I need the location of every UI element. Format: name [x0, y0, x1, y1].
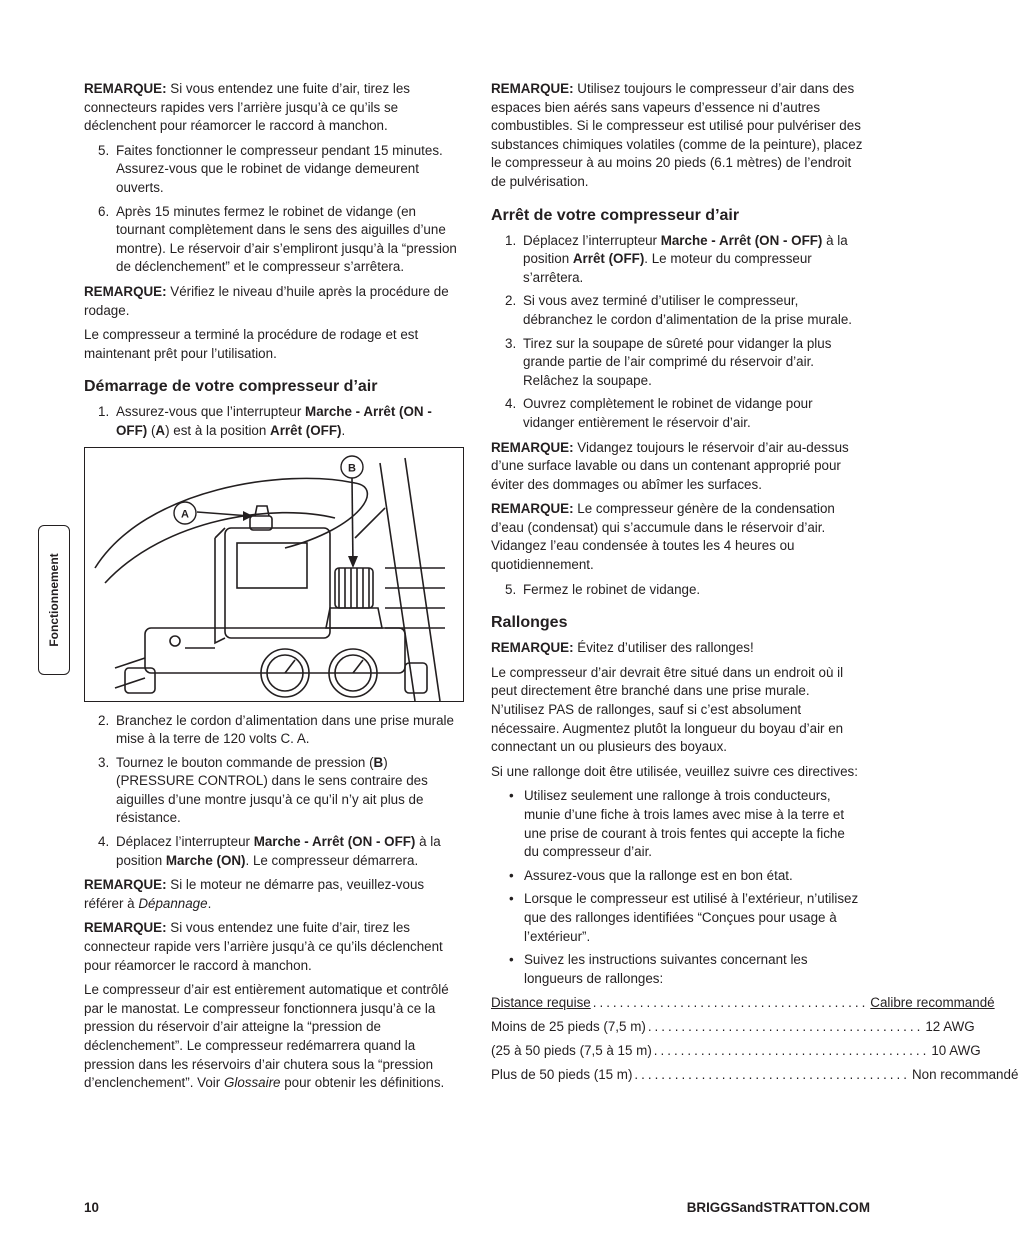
section-tab	[38, 525, 70, 675]
extension-cord-table	[491, 994, 1018, 1088]
table-header-gauge: Calibre recommandé	[870, 995, 995, 1011]
note-drain-surface: REMARQUE: Vidangez toujours le réservoir d’air au-dessus d’une surface lavable ou dans un contenant approprié pour éviter des dommages ou abîmer les surfaces.	[491, 439, 849, 492]
leader-dots: .........................................	[653, 1043, 930, 1059]
heading-stop-compressor: Arrêt de votre compresseur d’air	[491, 206, 740, 224]
note-motor-not-start: REMARQUE: Si le moteur ne démarre pas, veuillez-vous référer à Dépannage.	[84, 877, 425, 911]
step-6: 6. Après 15 minutes fermez le robinet de vidange (en tournant complètement dans le sens des aiguilles d’une montre). Le réservoir d’air s’empliront jusqu’à la “pression de déclenchement” et le compresseur s’arrêtera.	[98, 203, 457, 275]
table-row: Plus de 50 pieds (15 m) ......................................... Non recommandé	[491, 1066, 863, 1088]
break-in-steps	[84, 142, 464, 277]
stop-step-5: 5. Fermez le robinet de vidange.	[505, 581, 701, 597]
table-row: Moins de 25 pieds (7,5 m) ......................................... 12 AWG	[491, 1018, 863, 1040]
start-steps-b	[84, 712, 464, 871]
left-column	[84, 80, 464, 1099]
start-steps-a	[84, 403, 464, 440]
automatic-operation-text: Le compresseur d’air est entièrement automatique et contrôlé par le manostat. Le compresseur fonctionnera jusqu’à ce la pression du réservoir d’air atteigne la “pression de déclenchement”. Le compresseur redémarrera quand la pression dans les réservoirs d’air chutera sous la “pression d’enclenchement”. Voir Glossaire pour obtenir les définitions.	[84, 982, 449, 1091]
note-ventilation: REMARQUE: Utilisez toujours le compresseur d’air dans des espaces bien aérés sans vapeurs d’essence ni d’autres combustibles. Si le compresseur est utilisé pour pulvériser des substances chimiques volatiles (comme de la peinture), placez le compresseur à au moins 20 pieds (6.1 mètres) de l’endroit de pulvérisation.	[491, 81, 863, 189]
note-oil-level: REMARQUE: Vérifiez le niveau d’huile après la procédure de rodage.	[84, 283, 449, 318]
stop-steps	[491, 232, 863, 433]
table-row: (25 à 50 pieds (7,5 à 15 m) ......................................... 10 AWG	[491, 1042, 863, 1064]
callout-b-label: B	[348, 462, 356, 474]
leader-dots: .........................................	[647, 1019, 924, 1035]
callout-a-label: A	[181, 508, 189, 520]
leader-dots: .........................................	[592, 995, 869, 1011]
note-avoid-extension: REMARQUE: Évitez d’utiliser des rallonges!	[491, 640, 754, 656]
bullet-item: • Utilisez seulement une rallonge à trois conducteurs, munie d’une fiche à trois lames avec mise à la terre et une prise de courant à trois fentes qui accepte la fiche du compresseur d’air.	[509, 788, 845, 860]
extension-guidance-text: Le compresseur d’air devrait être situé dans un endroit où il peut directement être branché dans une prise murale. N’utilisez PAS de rallonges, sauf si c’est absolument nécessaire. Augmentez plutôt la longueur du boyau d’air en connectant un ou plusieurs des boyaux.	[491, 664, 844, 755]
start-step-1: 1. Assurez-vous que l’interrupteur Marche - Arrêt (ON - OFF) (A) est à la position Arrêt (OFF).	[98, 404, 432, 438]
note-condensation: REMARQUE: Le compresseur génère de la condensation d’eau (condensat) qui s’accumule dans le réservoir d’air. Vidangez l’eau condensée à toutes les 4 heures ou quotidiennement.	[491, 501, 835, 573]
right-column	[491, 80, 1018, 1090]
leader-dots: .........................................	[634, 1067, 910, 1083]
pressure-switch-illustration	[85, 448, 463, 701]
compressor-figure	[84, 447, 464, 702]
stop-steps-b	[491, 581, 863, 600]
footer-website: BRIGGSandSTRATTON.COM	[686, 1200, 870, 1215]
note-leak-connector: REMARQUE: Si vous entendez une fuite d’air, tirez les connecteur rapide vers l’arrière jusqu’à ce qu’ils déclenchent pour réamorcer le raccord à manchon.	[84, 920, 443, 973]
stop-step-2: 2. Si vous avez terminé d’utiliser le compresseur, débranchez le cordon d’alimentation de la prise murale.	[505, 293, 853, 327]
bullet-item: • Suivez les instructions suivantes concernant les longueurs de rallonges:	[509, 952, 808, 986]
start-step-3: 3. Tournez le bouton commande de pression (B) (PRESSURE CONTROL) dans le sens contraire des aiguilles d’une montre jusqu’à ce qu’il n’y ait plus de résistance.	[98, 754, 428, 826]
stop-step-1: 1. Déplacez l’interrupteur Marche - Arrêt (ON - OFF) à la position Arrêt (OFF). Le moteur du compresseur s’arrêtera.	[505, 232, 848, 285]
start-step-2: 2. Branchez le cordon d’alimentation dans une prise murale mise à la terre de 120 volts C. A.	[98, 712, 454, 747]
heading-extension-cords: Rallonges	[491, 614, 568, 632]
break-in-complete-text: Le compresseur a terminé la procédure de rodage et est maintenant prêt pour l’utilisation.	[84, 327, 419, 361]
extension-directives-intro: Si une rallonge doit être utilisée, veuillez suivre ces directives:	[491, 763, 858, 779]
bullet-item: • Assurez-vous que la rallonge est en bon état.	[509, 867, 793, 883]
start-step-4: 4. Déplacez l’interrupteur Marche - Arrêt (ON - OFF) à la position Marche (ON). Le compresseur démarrera.	[98, 834, 441, 868]
stop-step-3: 3. Tirez sur la soupape de sûreté pour vidanger la plus grande partie de l’air comprimé du réservoir d’air. Relâchez la soupape.	[505, 335, 832, 388]
table-header-distance: Distance requise	[491, 995, 591, 1011]
page-number: 10	[84, 1200, 99, 1215]
extension-bullets	[491, 787, 863, 988]
table-header-row	[491, 994, 995, 1016]
stop-step-4: 4. Ouvrez complètement le robinet de vidange pour vidanger entièrement le réservoir d’air.	[505, 396, 813, 430]
bullet-item: • Lorsque le compresseur est utilisé à l’extérieur, n’utilisez que des rallonges identifiées “Conçues pour usage à l’extérieur”.	[509, 891, 859, 944]
heading-start-compressor: Démarrage de votre compresseur d’air	[84, 378, 378, 396]
note-leak-quick-connect: REMARQUE: Si vous entendez une fuite d’air, tirez les connecteurs rapides vers l’arrière jusqu’à ce qu’ils se déclenchent pour réamorcer le raccord à manchon.	[84, 81, 410, 134]
section-tab-label: Fonctionnement	[47, 553, 61, 647]
step-5: 5. Faites fonctionner le compresseur pendant 15 minutes. Assurez-vous que le robinet de vidange demeurent ouverts.	[98, 142, 443, 195]
